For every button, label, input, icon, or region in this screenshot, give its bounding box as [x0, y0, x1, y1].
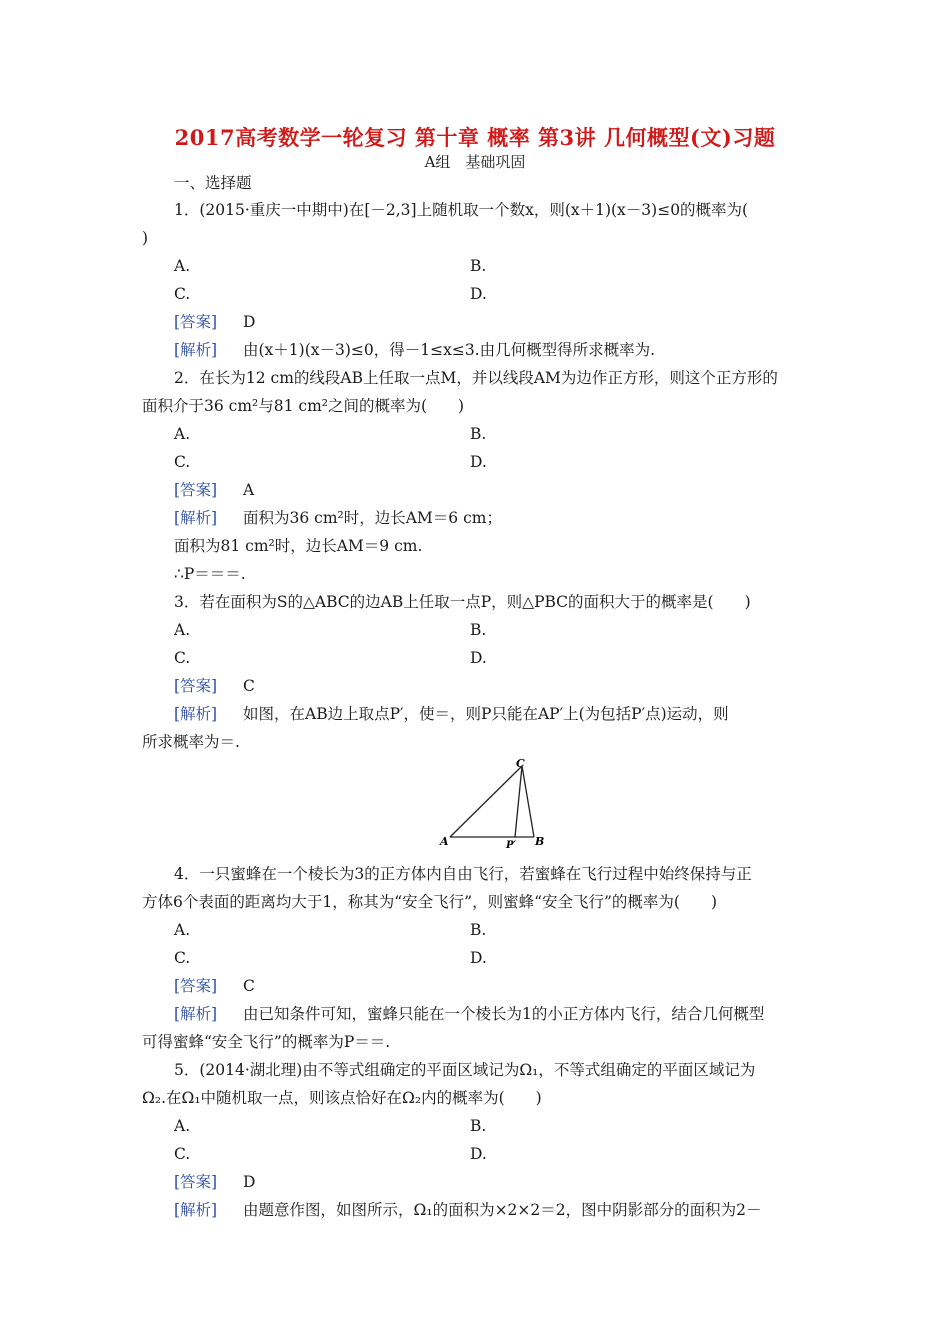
answer-tag: [解析]: [174, 705, 218, 723]
text-line: ∴P＝＝＝.: [174, 565, 246, 583]
answer-tag: [答案]: [174, 977, 218, 995]
text-line: B.: [470, 257, 487, 275]
text-line: 所求概率为＝.: [142, 733, 240, 751]
text-line: 如图，在AB边上取点P′，使＝，则P只能在AP′上(为包括P′点)运动，则: [243, 705, 729, 723]
answer-tag: [解析]: [174, 1201, 218, 1219]
text-line: 面积为81 cm²时，边长AM＝9 cm.: [174, 537, 423, 555]
text-line: A.: [174, 621, 191, 639]
text-line: 面积为36 cm²时，边长AM＝6 cm；: [243, 509, 502, 527]
answer-tag: [答案]: [174, 313, 218, 331]
text-line: Ω₂.在Ω₁中随机取一点，则该点恰好在Ω₂内的概率为( ): [142, 1089, 542, 1107]
section-subtitle: A组 基础巩固: [424, 153, 526, 171]
side-ac: [450, 766, 522, 837]
text-line: A.: [174, 1117, 191, 1135]
text-line: A.: [174, 921, 191, 939]
text-line: D.: [470, 949, 487, 967]
text-line: D.: [470, 1145, 487, 1163]
text-line: 2．在长为12 cm的线段AB上任取一点M，并以线段AM为边作正方形，则这个正方形的: [174, 369, 778, 387]
text-line: B.: [470, 921, 487, 939]
text-line: D.: [470, 649, 487, 667]
triangle-figure: [436, 757, 548, 849]
text-line: B.: [470, 425, 487, 443]
text-line: D: [243, 313, 256, 331]
text-line: D.: [470, 453, 487, 471]
text-line: 由已知条件可知，蜜蜂只能在一个棱长为1的小正方体内飞行，结合几何概型: [243, 1005, 765, 1023]
answer-tag: [解析]: [174, 1005, 218, 1023]
text-line: 3．若在面积为S的△ABC的边AB上任取一点P，则△PBC的面积大于的概率是( ): [174, 593, 751, 611]
text-line: A.: [174, 257, 191, 275]
text-line: A: [243, 481, 255, 499]
text-line: ): [142, 229, 149, 247]
text-line: C: [243, 677, 255, 695]
text-line: C.: [174, 649, 191, 667]
segment-cp: [515, 766, 522, 837]
label-p: P′: [506, 840, 517, 849]
text-line: C.: [174, 285, 191, 303]
label-c: C: [516, 757, 525, 770]
text-line: D: [243, 1173, 256, 1191]
label-b: B: [535, 835, 545, 848]
text-line: 1．(2015·重庆一中期中)在[－2,3]上随机取一个数x，则(x＋1)(x－3)≤0的概率为(: [174, 201, 749, 219]
text-line: 5．(2014·湖北理)由不等式组确定的平面区域记为Ω₁，不等式组确定的平面区域记为: [174, 1061, 756, 1079]
text-line: C.: [174, 949, 191, 967]
text-line: 由题意作图，如图所示，Ω₁的面积为×2×2＝2，图中阴影部分的面积为2－: [243, 1201, 762, 1219]
text-line: 由(x＋1)(x－3)≤0，得－1≤x≤3.由几何概型得所求概率为.: [243, 341, 656, 359]
text-line: 可得蜜蜂“安全飞行”的概率为P＝＝.: [142, 1033, 391, 1051]
page-title: 2017高考数学一轮复习 第十章 概率 第3讲 几何概型(文)习题: [174, 125, 776, 150]
side-cb: [522, 766, 534, 837]
text-line: C.: [174, 1145, 191, 1163]
text-line: 面积介于36 cm²与81 cm²之间的概率为( ): [142, 397, 465, 415]
text-line: 4．一只蜜蜂在一个棱长为3的正方体内自由飞行，若蜜蜂在飞行过程中始终保持与正: [174, 865, 752, 883]
label-a: A: [440, 835, 449, 848]
text-line: C.: [174, 453, 191, 471]
text-line: D.: [470, 285, 487, 303]
text-line: 方体6个表面的距离均大于1，称其为“安全飞行”，则蜜蜂“安全飞行”的概率为( ): [142, 893, 718, 911]
text-line: B.: [470, 621, 487, 639]
answer-tag: [解析]: [174, 341, 218, 359]
text-line: C: [243, 977, 255, 995]
answer-tag: [答案]: [174, 481, 218, 499]
answer-tag: [答案]: [174, 1173, 218, 1191]
answer-tag: [答案]: [174, 677, 218, 695]
text-line: A.: [174, 425, 191, 443]
text-line: B.: [470, 1117, 487, 1135]
section-heading: 一、选择题: [174, 174, 252, 192]
answer-tag: [解析]: [174, 509, 218, 527]
